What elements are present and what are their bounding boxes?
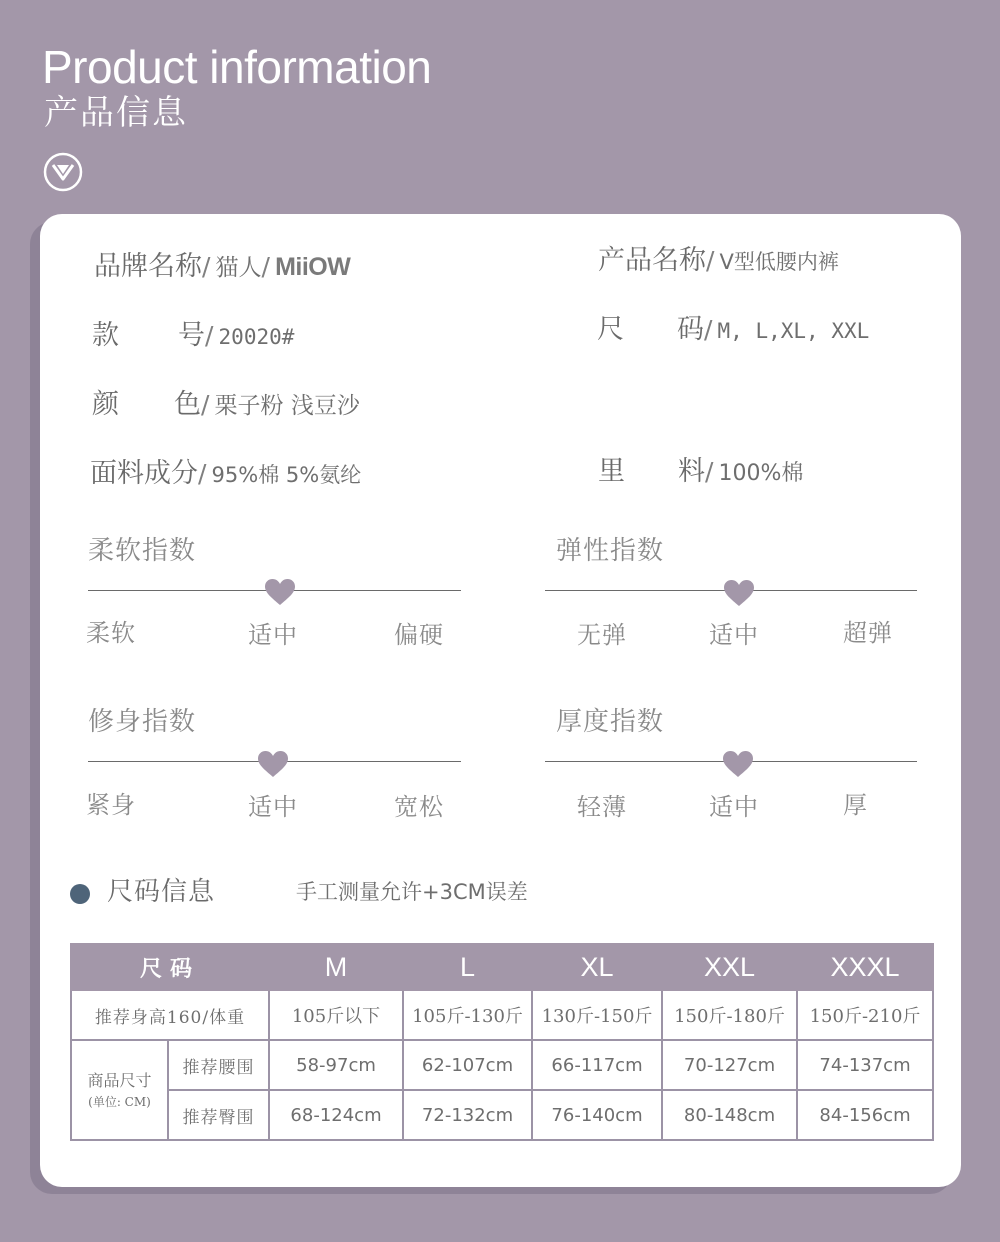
separator: / — [201, 390, 210, 419]
size-info-title: 尺码信息 — [107, 877, 216, 907]
group-unit: (单位: CM) — [88, 1095, 151, 1109]
table-row — [71, 990, 933, 1040]
separator: / — [705, 457, 714, 486]
table-cell: 76-140cm — [532, 1090, 662, 1140]
table-cell: 62-107cm — [403, 1040, 532, 1090]
table-cell: 74-137cm — [797, 1040, 933, 1090]
brand-row — [94, 253, 350, 280]
table-cell: 72-132cm — [403, 1090, 532, 1140]
table-cell: 80-148cm — [662, 1090, 797, 1140]
row-label-height-weight: 推荐身高160/体重 — [71, 990, 269, 1040]
row-group-label — [71, 1040, 168, 1140]
table-cell: 66-117cm — [532, 1040, 662, 1090]
size-column-header: XXL — [662, 944, 797, 990]
index-title: 厚度指数 — [556, 707, 665, 737]
index-option: 适中 — [248, 793, 298, 821]
index-option: 超弹 — [843, 619, 893, 647]
separator: / — [704, 315, 713, 344]
table-cell: 70-127cm — [662, 1040, 797, 1090]
index-title: 修身指数 — [88, 707, 197, 737]
index-option: 无弹 — [577, 621, 627, 649]
size-row — [597, 316, 869, 343]
size-label-2: 码 — [677, 314, 704, 345]
style-label-1: 款 — [92, 320, 119, 351]
heart-icon — [723, 579, 755, 607]
table-cell: 84-156cm — [797, 1090, 933, 1140]
separator: / — [261, 252, 270, 281]
index-option: 轻薄 — [577, 793, 627, 821]
index-option: 适中 — [248, 621, 298, 649]
index-option: 适中 — [709, 621, 759, 649]
bullet-dot-icon — [70, 884, 90, 904]
size-table — [70, 943, 934, 1141]
lining-row — [598, 458, 803, 485]
lining-label-2: 料 — [678, 456, 705, 487]
index-title: 弹性指数 — [556, 536, 665, 566]
size-column-header: XL — [532, 944, 662, 990]
separator: / — [202, 252, 211, 281]
table-row — [71, 1090, 933, 1140]
fabric-value: 95%棉 5%氨纶 — [211, 463, 362, 487]
brand-value: 猫人 — [215, 255, 262, 281]
separator: / — [205, 321, 214, 350]
index-option: 厚 — [843, 791, 868, 819]
table-cell: 68-124cm — [269, 1090, 403, 1140]
heart-icon — [264, 578, 296, 606]
lining-value: 100%棉 — [718, 461, 804, 486]
style-value: 20020# — [218, 325, 295, 349]
color-label-1: 颜 — [92, 389, 119, 420]
separator: / — [706, 246, 715, 275]
index-option: 柔软 — [86, 619, 136, 647]
brand-logo: MiiOW — [275, 253, 351, 281]
index-option: 适中 — [709, 793, 759, 821]
fabric-row — [90, 460, 361, 487]
color-row — [92, 391, 360, 418]
group-label: 商品尺寸 — [87, 1071, 152, 1090]
style-label-2: 号 — [178, 320, 205, 351]
product-name-value: V型低腰内裤 — [719, 250, 839, 274]
size-column-header: M — [269, 944, 403, 990]
fabric-label: 面料成分 — [90, 458, 198, 489]
style-row — [92, 322, 294, 349]
size-value: M, L,XL, XXL — [717, 319, 870, 343]
color-label-2: 色 — [174, 389, 201, 420]
table-cell: 105斤以下 — [269, 990, 403, 1040]
table-cell: 150斤-180斤 — [662, 990, 797, 1040]
size-table-header-label: 尺码 — [71, 944, 269, 990]
table-cell: 58-97cm — [269, 1040, 403, 1090]
table-cell: 150斤-210斤 — [797, 990, 933, 1040]
size-column-header: XXXL — [797, 944, 933, 990]
size-column-header: L — [403, 944, 532, 990]
index-option: 紧身 — [86, 791, 136, 819]
product-name-row — [598, 247, 839, 274]
size-table-header-row — [71, 944, 933, 990]
index-title: 柔软指数 — [88, 536, 197, 566]
page-title-en: Product information — [42, 41, 432, 93]
lining-label-1: 里 — [598, 456, 625, 487]
index-option: 宽松 — [394, 793, 444, 821]
row-label-waist: 推荐腰围 — [168, 1040, 269, 1090]
table-row — [71, 1040, 933, 1090]
table-cell: 105斤-130斤 — [403, 990, 532, 1040]
chevron-down-circle-icon — [43, 152, 83, 192]
size-info-note: 手工测量允许+3CM误差 — [296, 880, 528, 904]
index-option: 偏硬 — [394, 621, 444, 649]
heart-icon — [257, 750, 289, 778]
size-label-1: 尺 — [597, 314, 624, 345]
product-name-label: 产品名称 — [598, 245, 706, 276]
color-value: 栗子粉 浅豆沙 — [214, 393, 360, 419]
page-title-cn: 产品信息 — [44, 93, 188, 133]
heart-icon — [722, 750, 754, 778]
separator: / — [198, 459, 207, 488]
table-cell: 130斤-150斤 — [532, 990, 662, 1040]
brand-label: 品牌名称 — [94, 251, 202, 282]
row-label-hip: 推荐臀围 — [168, 1090, 269, 1140]
